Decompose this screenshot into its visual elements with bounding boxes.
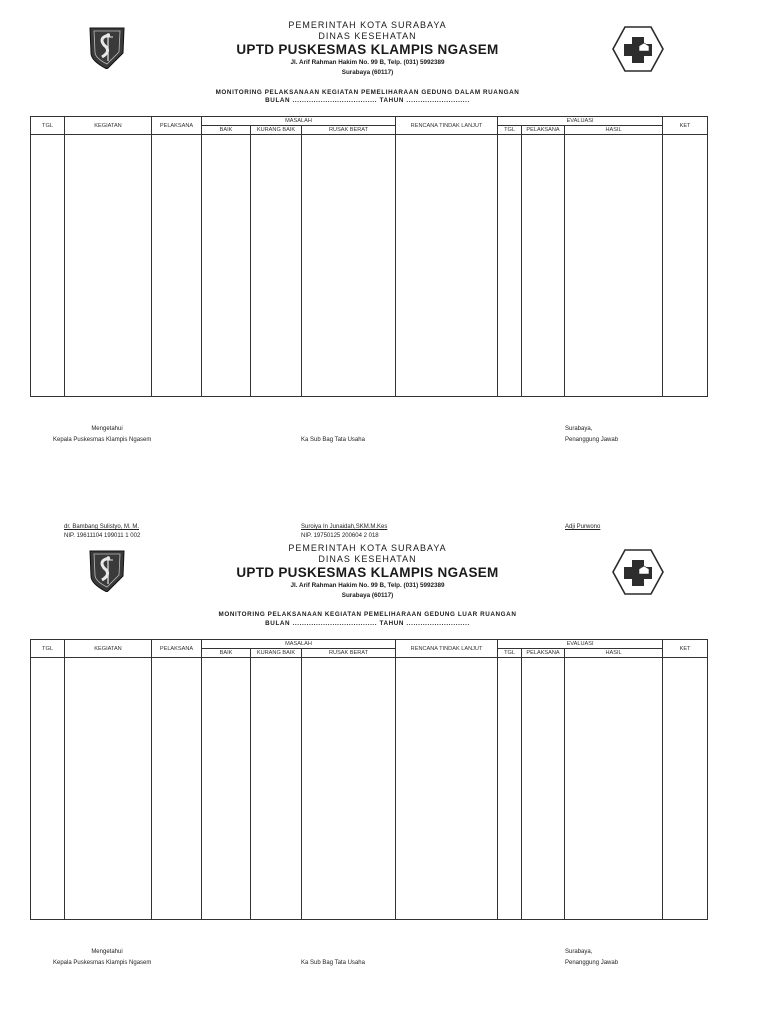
table-cell[interactable] xyxy=(251,658,302,920)
header-address: Jl. Arif Rahman Hakim No. 99 B, Telp. (031) 5992389 xyxy=(290,582,445,589)
col-hasil: HASIL xyxy=(565,126,663,135)
table-cell[interactable] xyxy=(152,658,202,920)
col-kurang-baik: KURANG BAIK xyxy=(251,649,302,658)
sig-surabaya: Surabaya, xyxy=(565,949,593,955)
header-line2: DINAS KESEHATAN xyxy=(318,31,417,41)
surabaya-crest-icon xyxy=(86,548,128,592)
puskesmas-logo-icon xyxy=(612,549,664,595)
header-city: Surabaya (60117) xyxy=(341,592,394,599)
col-baik: BAIK xyxy=(202,649,251,658)
col-tgl: TGL xyxy=(31,640,65,658)
monitoring-table xyxy=(30,639,708,920)
sig-penanggung: Penanggung Jawab xyxy=(565,437,619,443)
col-pelaksana: PELAKSANA xyxy=(152,640,202,658)
table-cell[interactable] xyxy=(302,135,396,397)
header-line1: PEMERINTAH KOTA SURABAYA xyxy=(288,543,447,553)
col-rusak-berat: RUSAK BERAT xyxy=(302,126,396,135)
table-cell[interactable] xyxy=(31,658,65,920)
table-row xyxy=(31,658,708,920)
table-cell[interactable] xyxy=(202,135,251,397)
sig-nip-kasubbag: NIP. 19750125 200604 2 018 xyxy=(301,533,379,539)
table-cell[interactable] xyxy=(31,135,65,397)
header-line1: PEMERINTAH KOTA SURABAYA xyxy=(288,20,447,30)
col-rusak-berat: RUSAK BERAT xyxy=(302,649,396,658)
table-cell[interactable] xyxy=(663,135,708,397)
header-line2: DINAS KESEHATAN xyxy=(318,554,417,564)
table-cell[interactable] xyxy=(565,135,663,397)
table-cell[interactable] xyxy=(565,658,663,920)
form-period: BULAN .................................... TAHUN ........................... xyxy=(265,620,470,627)
surabaya-crest-icon xyxy=(86,25,128,69)
sig-kasubbag: Ka Sub Bag Tata Usaha xyxy=(301,437,365,443)
table-cell[interactable] xyxy=(498,658,522,920)
col-kegiatan: KEGIATAN xyxy=(65,640,152,658)
sig-kasubbag: Ka Sub Bag Tata Usaha xyxy=(301,960,365,966)
table-cell[interactable] xyxy=(65,135,152,397)
monitoring-table xyxy=(30,116,708,397)
col-evaluasi: EVALUASI xyxy=(498,640,663,649)
col-eval-pelaksana: PELAKSANA xyxy=(522,649,565,658)
table-row xyxy=(31,135,708,397)
sig-kepala: Kepala Puskesmas Klampis Ngasem xyxy=(53,437,152,443)
col-eval-tgl: TGL xyxy=(498,649,522,658)
sig-kepala: Kepala Puskesmas Klampis Ngasem xyxy=(53,960,152,966)
col-pelaksana: PELAKSANA xyxy=(152,117,202,135)
header-title: UPTD PUSKESMAS KLAMPIS NGASEM xyxy=(236,565,499,580)
table-cell[interactable] xyxy=(522,658,565,920)
sig-mengetahui: Mengetahui xyxy=(91,949,123,955)
sig-name-kepala: dr. Bambang Sulistyo, M. M. xyxy=(64,524,140,530)
table-cell[interactable] xyxy=(396,658,498,920)
col-rencana: RENCANA TINDAK LANJUT xyxy=(396,640,498,658)
col-masalah: MASALAH xyxy=(202,640,396,649)
table-cell[interactable] xyxy=(65,658,152,920)
puskesmas-logo-icon xyxy=(612,26,664,72)
table-cell[interactable] xyxy=(498,135,522,397)
col-evaluasi: EVALUASI xyxy=(498,117,663,126)
table-cell[interactable] xyxy=(251,135,302,397)
col-kegiatan: KEGIATAN xyxy=(65,117,152,135)
col-hasil: HASIL xyxy=(565,649,663,658)
sig-surabaya: Surabaya, xyxy=(565,426,593,432)
col-tgl: TGL xyxy=(31,117,65,135)
table-cell[interactable] xyxy=(396,135,498,397)
letterhead xyxy=(0,545,768,605)
sig-nip-kepala: NIP. 19611104 199011 1 002 xyxy=(64,533,141,539)
table-cell[interactable] xyxy=(522,135,565,397)
col-baik: BAIK xyxy=(202,126,251,135)
col-ket: KET xyxy=(663,117,708,135)
header-address: Jl. Arif Rahman Hakim No. 99 B, Telp. (031) 5992389 xyxy=(290,59,445,66)
form-period: BULAN .................................... TAHUN ........................... xyxy=(265,97,470,104)
sig-name-kasubbag: Suroiya In Junaidah,SKM.M.Kes xyxy=(301,524,388,530)
letterhead xyxy=(0,22,768,82)
sig-name-penanggung: Adji Purwono xyxy=(565,524,601,530)
col-ket: KET xyxy=(663,640,708,658)
header-city: Surabaya (60117) xyxy=(341,69,394,76)
table-cell[interactable] xyxy=(663,658,708,920)
form-title: MONITORING PELAKSANAAN KEGIATAN PEMELIHARAAN GEDUNG DALAM RUANGAN xyxy=(215,89,520,96)
col-kurang-baik: KURANG BAIK xyxy=(251,126,302,135)
col-rencana: RENCANA TINDAK LANJUT xyxy=(396,117,498,135)
col-masalah: MASALAH xyxy=(202,117,396,126)
table-cell[interactable] xyxy=(152,135,202,397)
col-eval-pelaksana: PELAKSANA xyxy=(522,126,565,135)
col-eval-tgl: TGL xyxy=(498,126,522,135)
table-cell[interactable] xyxy=(202,658,251,920)
sig-mengetahui: Mengetahui xyxy=(91,426,123,432)
table-cell[interactable] xyxy=(302,658,396,920)
form-title: MONITORING PELAKSANAAN KEGIATAN PEMELIHARAAN GEDUNG LUAR RUANGAN xyxy=(218,611,517,618)
sig-penanggung: Penanggung Jawab xyxy=(565,960,619,966)
header-title: UPTD PUSKESMAS KLAMPIS NGASEM xyxy=(236,42,499,57)
